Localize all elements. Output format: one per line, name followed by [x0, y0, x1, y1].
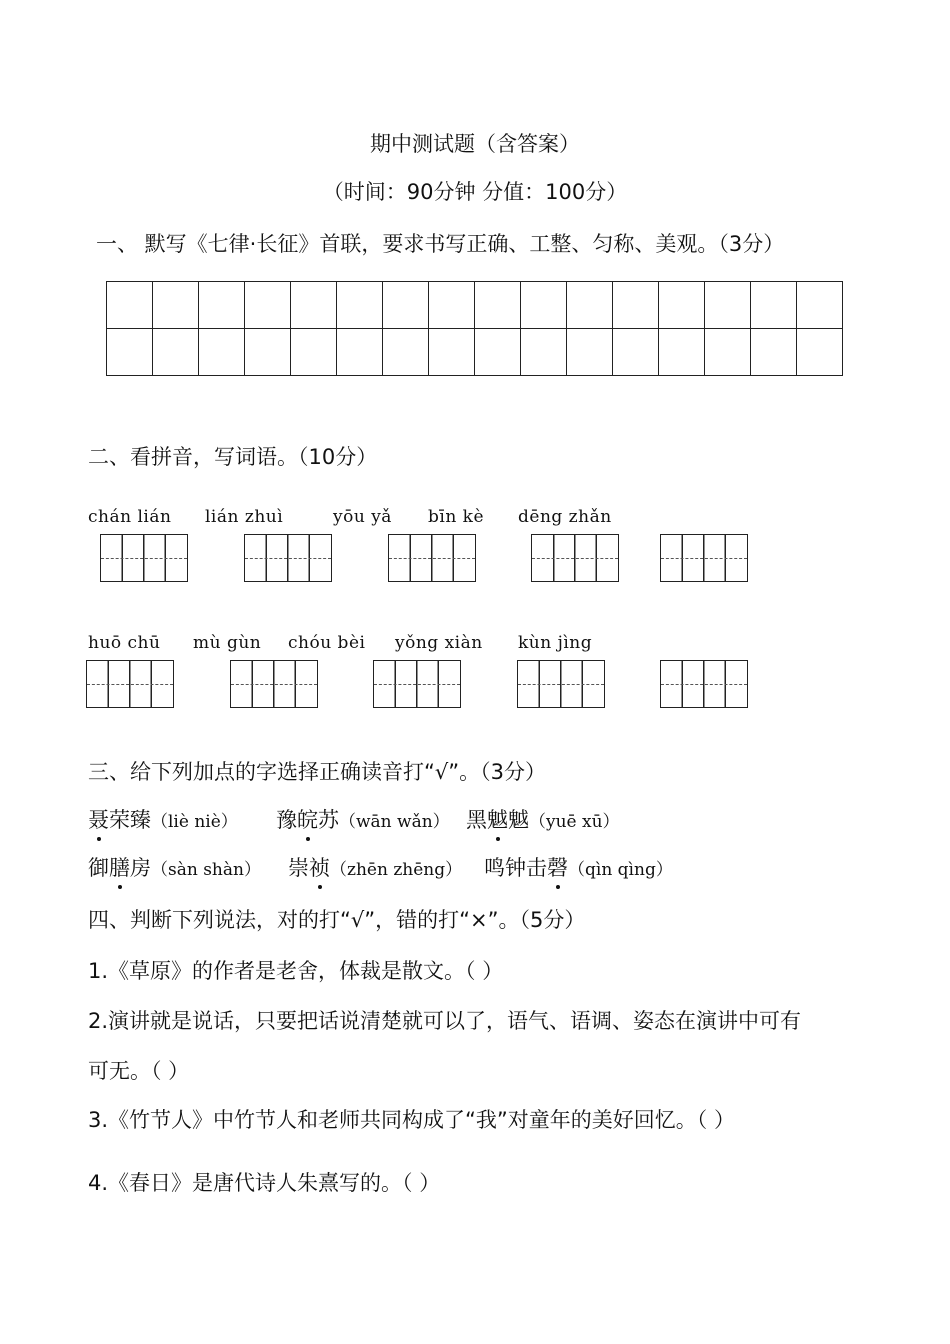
grid-cell[interactable]	[659, 282, 705, 329]
grid-cell[interactable]	[797, 282, 843, 329]
section3-heading: 三、给下列加点的字选择正确读音打“√”。（3分）	[88, 760, 546, 784]
reading-item: 崇祯（zhēn zhēng）	[288, 852, 462, 882]
grid-cell[interactable]	[613, 282, 659, 329]
grid-cell[interactable]	[199, 329, 245, 376]
grid-cell[interactable]	[291, 282, 337, 329]
grid-cell[interactable]	[383, 282, 429, 329]
reading-item: 鸣钟击磬（qìn qìng）	[484, 852, 673, 882]
pinyin-label: lián zhuì	[205, 507, 284, 527]
grid-cell[interactable]	[521, 329, 567, 376]
section2-heading: 二、看拼音，写词语。（10分）	[88, 445, 378, 469]
grid-cell[interactable]	[429, 282, 475, 329]
answer-box[interactable]	[660, 534, 748, 582]
question-3: 3.《竹节人》中竹节人和老师共同构成了“我”对童年的美好回忆。（ ）	[88, 1108, 735, 1132]
grid-cell[interactable]	[567, 282, 613, 329]
pinyin-label: dēng zhǎn	[518, 507, 612, 527]
pinyin-label: bīn kè	[428, 507, 485, 527]
answer-box[interactable]	[373, 660, 461, 708]
pinyin-label: kùn jìng	[518, 633, 593, 653]
reading-item: 御膳房（sàn shàn）	[88, 852, 261, 882]
question-1: 1.《草原》的作者是老舍，体裁是散文。（ ）	[88, 959, 504, 983]
pinyin-label: chóu bèi	[288, 633, 366, 653]
grid-cell[interactable]	[245, 329, 291, 376]
answer-box[interactable]	[660, 660, 748, 708]
pinyin-label: yōu yǎ	[333, 507, 392, 527]
page-title: 期中测试题（含答案）	[370, 132, 580, 156]
grid-cell[interactable]	[337, 282, 383, 329]
grid-cell[interactable]	[475, 282, 521, 329]
answer-box[interactable]	[531, 534, 619, 582]
question-2: 2.演讲就是说话，只要把话说清楚就可以了，语气、语调、姿态在演讲中可有	[88, 1009, 802, 1033]
grid-cell[interactable]	[107, 282, 153, 329]
grid-cell[interactable]	[153, 329, 199, 376]
grid-cell[interactable]	[659, 329, 705, 376]
pinyin-label: chán lián	[88, 507, 172, 527]
answer-box[interactable]	[388, 534, 476, 582]
pinyin-label: huō chū	[88, 633, 161, 653]
answer-box[interactable]	[100, 534, 188, 582]
grid-cell[interactable]	[705, 329, 751, 376]
grid-cell[interactable]	[383, 329, 429, 376]
pinyin-label: mù gùn	[193, 633, 262, 653]
grid-cell[interactable]	[567, 329, 613, 376]
answer-box[interactable]	[517, 660, 605, 708]
answer-box[interactable]	[86, 660, 174, 708]
grid-cell[interactable]	[291, 329, 337, 376]
question-2-continued: 可无。（ ）	[88, 1059, 190, 1083]
grid-cell[interactable]	[613, 329, 659, 376]
answer-box[interactable]	[244, 534, 332, 582]
grid-cell[interactable]	[429, 329, 475, 376]
grid-cell[interactable]	[705, 282, 751, 329]
grid-cell[interactable]	[475, 329, 521, 376]
reading-item: 豫皖苏（wān wǎn）	[276, 804, 450, 834]
question-4: 4.《春日》是唐代诗人朱熹写的。（ ）	[88, 1171, 441, 1195]
grid-cell[interactable]	[751, 329, 797, 376]
section4-heading: 四、判断下列说法，对的打“√”，错的打“×”。（5分）	[88, 908, 586, 932]
grid-cell[interactable]	[153, 282, 199, 329]
grid-cell[interactable]	[199, 282, 245, 329]
answer-box[interactable]	[230, 660, 318, 708]
reading-item: 聂荣臻（liè niè）	[88, 804, 238, 834]
grid-cell[interactable]	[245, 282, 291, 329]
pinyin-label: yǒng xiàn	[395, 633, 483, 653]
grid-cell[interactable]	[337, 329, 383, 376]
grid-cell[interactable]	[751, 282, 797, 329]
section1-heading: 一、 默写《七律·长征》首联，要求书写正确、工整、匀称、美观。（3分）	[96, 232, 785, 256]
grid-cell[interactable]	[521, 282, 567, 329]
page-subtitle: （时间：90分钟 分值：100分）	[322, 180, 628, 204]
reading-item: 黑魆魆（yuē xū）	[466, 804, 620, 834]
writing-grid	[106, 281, 843, 376]
grid-cell[interactable]	[797, 329, 843, 376]
grid-cell[interactable]	[107, 329, 153, 376]
